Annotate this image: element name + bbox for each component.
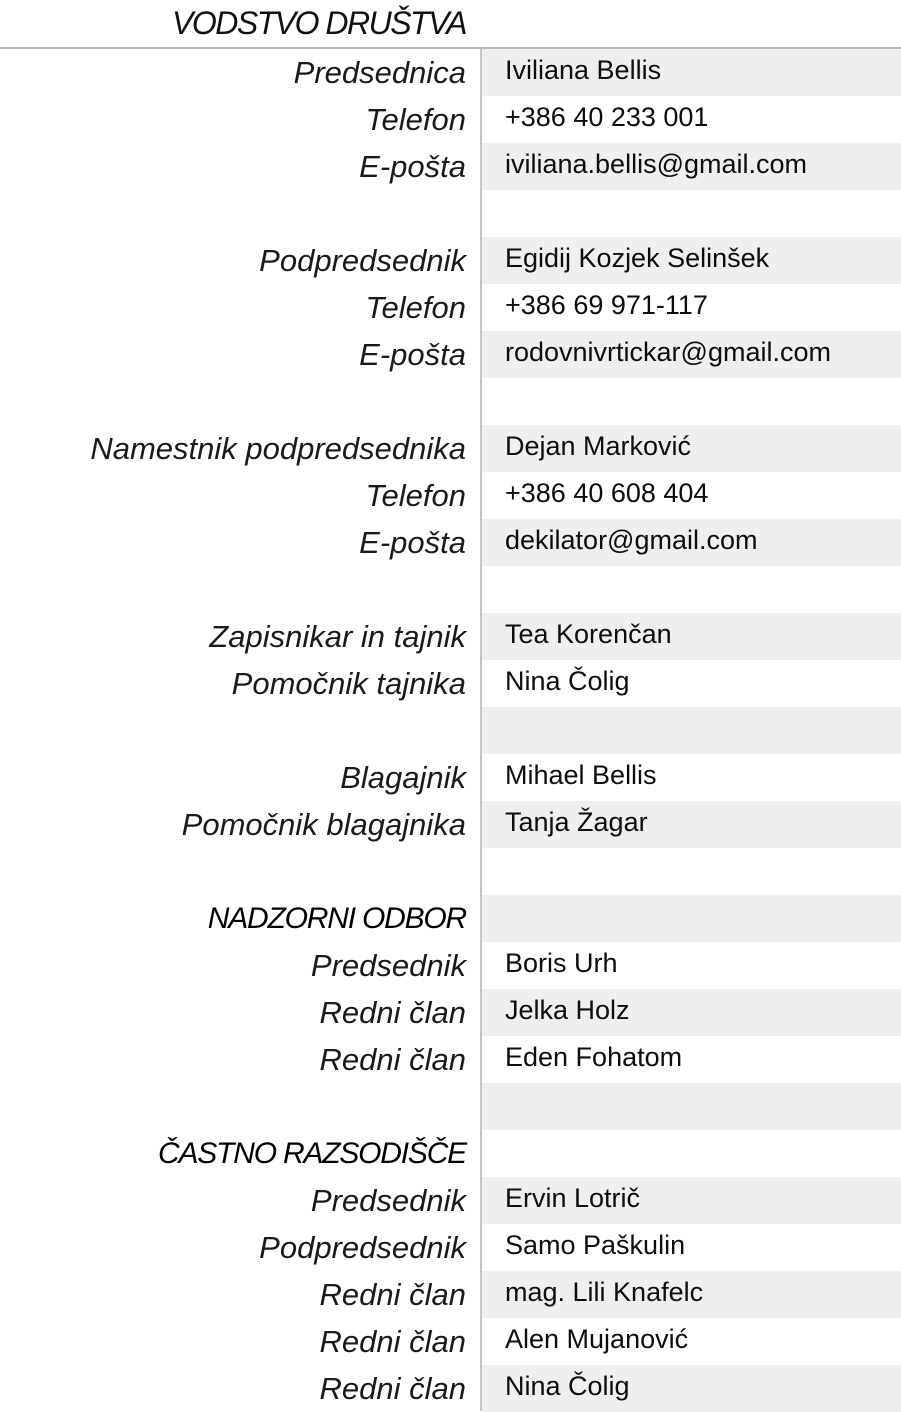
role-value: Nina Čolig	[505, 666, 630, 696]
role-label: Podpredsednik	[259, 243, 466, 278]
role-value: Tea Korenčan	[482, 613, 901, 660]
section-header-row	[0, 1130, 901, 1177]
role-label: Podpredsednik	[259, 1230, 466, 1265]
role-label: Pomočnik blagajnika	[181, 807, 466, 842]
table-row	[0, 472, 901, 519]
table-row	[0, 143, 901, 190]
table-row	[0, 660, 901, 707]
role-value	[482, 848, 901, 895]
page-title: VODSTVO DRUŠTVA	[172, 5, 466, 41]
role-value: Tanja Žagar	[482, 801, 901, 848]
role-label: Redni član	[319, 1324, 466, 1359]
role-value: Eden Fohatom	[505, 1042, 683, 1072]
role-label: Redni član	[319, 1042, 466, 1077]
role-value	[482, 707, 901, 754]
table-row	[0, 96, 901, 143]
role-value: Iviliana Bellis	[482, 49, 901, 96]
role-label	[0, 190, 466, 237]
table-row	[0, 1177, 901, 1224]
table-row	[0, 801, 901, 848]
table-row	[0, 754, 901, 801]
role-label: Telefon	[365, 478, 466, 513]
role-label: Predsednica	[293, 55, 466, 90]
role-value: Alen Mujanović	[505, 1324, 689, 1354]
role-value: Jelka Holz	[482, 989, 901, 1036]
role-label: E-pošta	[359, 337, 466, 372]
role-label	[0, 378, 466, 425]
role-label: Telefon	[365, 290, 466, 325]
role-label	[0, 566, 466, 613]
role-value: rodovnivrtickar@gmail.com	[482, 331, 901, 378]
table-row	[0, 1224, 901, 1271]
board-table	[0, 49, 901, 1412]
role-value	[482, 566, 901, 613]
role-value: +386 40 233 001	[505, 102, 709, 132]
table-row	[0, 519, 901, 566]
role-value: Ervin Lotrič	[482, 1177, 901, 1224]
role-value: +386 69 971-117	[505, 290, 708, 320]
role-label: Zapisnikar in tajnik	[209, 619, 466, 654]
role-label: Telefon	[365, 102, 466, 137]
role-value: iviliana.bellis@gmail.com	[482, 143, 901, 190]
role-value	[482, 190, 901, 237]
role-value: +386 40 608 404	[505, 478, 709, 508]
table-row	[0, 566, 901, 613]
role-label: Blagajnik	[340, 760, 466, 795]
table-row	[0, 425, 901, 472]
role-label: Predsednik	[310, 948, 466, 983]
role-value	[482, 895, 901, 942]
table-row	[0, 331, 901, 378]
table-row	[0, 190, 901, 237]
role-label: Redni član	[319, 1277, 466, 1312]
role-label: Pomočnik tajnika	[231, 666, 466, 701]
table-row	[0, 1271, 901, 1318]
table-row	[0, 1083, 901, 1130]
table-row	[0, 237, 901, 284]
role-value: Boris Urh	[505, 948, 618, 978]
role-label: E-pošta	[359, 525, 466, 560]
role-value: mag. Lili Knafelc	[482, 1271, 901, 1318]
role-label: Predsednik	[310, 1183, 466, 1218]
role-value: dekilator@gmail.com	[482, 519, 901, 566]
role-label	[0, 1083, 466, 1130]
table-row	[0, 942, 901, 989]
table-row	[0, 989, 901, 1036]
column-divider	[480, 49, 482, 1411]
table-row	[0, 613, 901, 660]
section-header-row	[0, 895, 901, 942]
table-row	[0, 1318, 901, 1365]
table-row	[0, 1365, 901, 1412]
role-label	[0, 848, 466, 895]
table-row	[0, 848, 901, 895]
role-label	[0, 707, 466, 754]
role-value	[482, 378, 901, 425]
role-value	[482, 1130, 901, 1177]
role-value: Samo Paškulin	[505, 1230, 686, 1260]
role-label: Redni član	[319, 1371, 466, 1406]
table-row	[0, 49, 901, 96]
section-heading: NADZORNI ODBOR	[207, 902, 466, 935]
role-label: Redni član	[319, 995, 466, 1030]
table-row	[0, 1036, 901, 1083]
role-value: Mihael Bellis	[505, 760, 657, 790]
table-row	[0, 284, 901, 331]
table-row	[0, 378, 901, 425]
section-heading: ČASTNO RAZSODIŠČE	[158, 1137, 466, 1170]
role-value	[482, 1083, 901, 1130]
role-label: E-pošta	[359, 149, 466, 184]
role-value: Dejan Marković	[482, 425, 901, 472]
table-row	[0, 707, 901, 754]
role-label: Namestnik podpredsednika	[90, 431, 466, 466]
role-value: Nina Čolig	[482, 1365, 901, 1412]
role-value: Egidij Kozjek Selinšek	[482, 237, 901, 284]
